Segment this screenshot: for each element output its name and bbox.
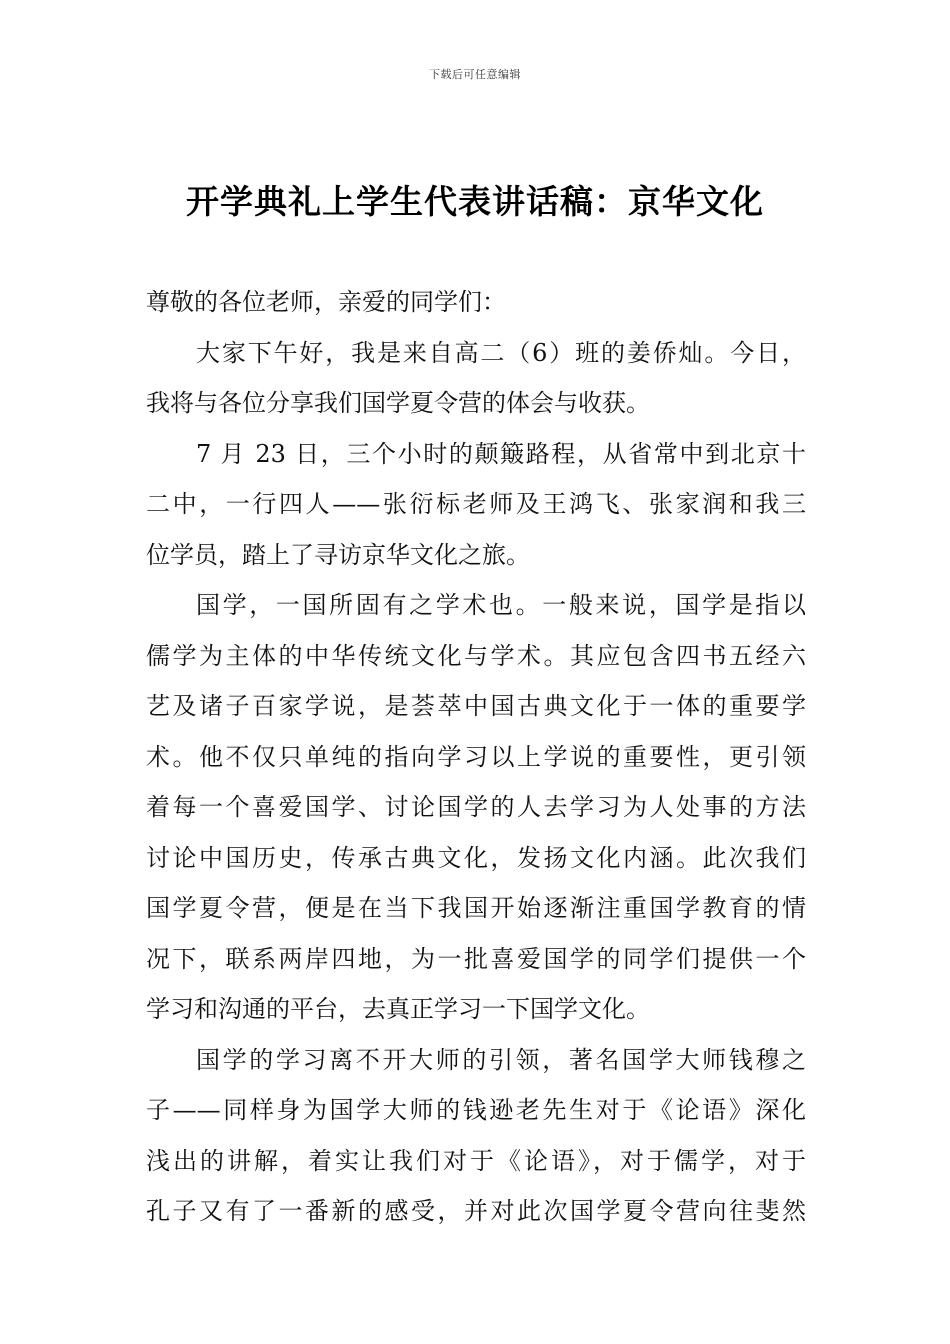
text-line: 国学，一国所固有之学术也。一般来说，国学是指以 (196, 591, 806, 619)
text-line: 大家下午好，我是来自高二（6）班的姜侨灿。今日， (196, 338, 806, 367)
document-title: 开学典礼上学生代表讲话稿：京华文化 (186, 182, 764, 221)
text-line: 国学的学习离不开大师的引领，著名国学大师钱穆之 (196, 1045, 806, 1074)
text-line: 术。他不仅只单纯的指向学习以上学说的重要性，更引领 (146, 742, 806, 771)
text-line: 位学员，踏上了寻访京华文化之旅。 (146, 540, 530, 569)
paragraph (146, 429, 806, 581)
header-note: 下载后可任意编辑 (429, 68, 521, 81)
text-line: 艺及诸子百家学说，是荟萃中国古典文化于一体的重要学 (146, 692, 806, 720)
paragraph (146, 580, 806, 1035)
text-line: 国学夏令营，便是在当下我国开始逐渐注重国学教育的情 (146, 894, 806, 922)
text-line: 况下，联系两岸四地，为一批喜爱国学的同学们提供一个 (146, 944, 806, 973)
text-line: 孔子又有了一番新的感受，并对此次国学夏令营向往斐然 (146, 1197, 806, 1225)
text-line: 7 月 23 日，三个小时的颠簸路程，从省常中到北京十 (196, 439, 806, 468)
text-line: 讨论中国历史，传承古典文化，发扬文化内涵。此次我们 (146, 843, 806, 872)
text-line: 我将与各位分享我们国学夏令营的体会与收获。 (146, 389, 650, 417)
text-line: 浅出的讲解，着实让我们对于《论语》，对于儒学，对于 (146, 1146, 806, 1175)
text-line: 子——同样身为国学大师的钱逊老先生对于《论语》深化 (146, 1096, 806, 1124)
text-line: 儒学为主体的中华传统文化与学术。其应包含四书五经六 (146, 641, 806, 670)
text-line: 着每一个喜爱国学、讨论国学的人去学习为人处事的方法 (146, 793, 806, 821)
paragraph (146, 1035, 806, 1237)
document-body (146, 277, 806, 1237)
text-line: 二中，一行四人——张衍标老师及王鸿飞、张家润和我三 (146, 490, 806, 518)
salutation: 尊敬的各位老师，亲爱的同学们： (146, 288, 506, 316)
text-line: 学习和沟通的平台，去真正学习一下国学文化。 (146, 995, 650, 1023)
paragraph (146, 328, 806, 429)
